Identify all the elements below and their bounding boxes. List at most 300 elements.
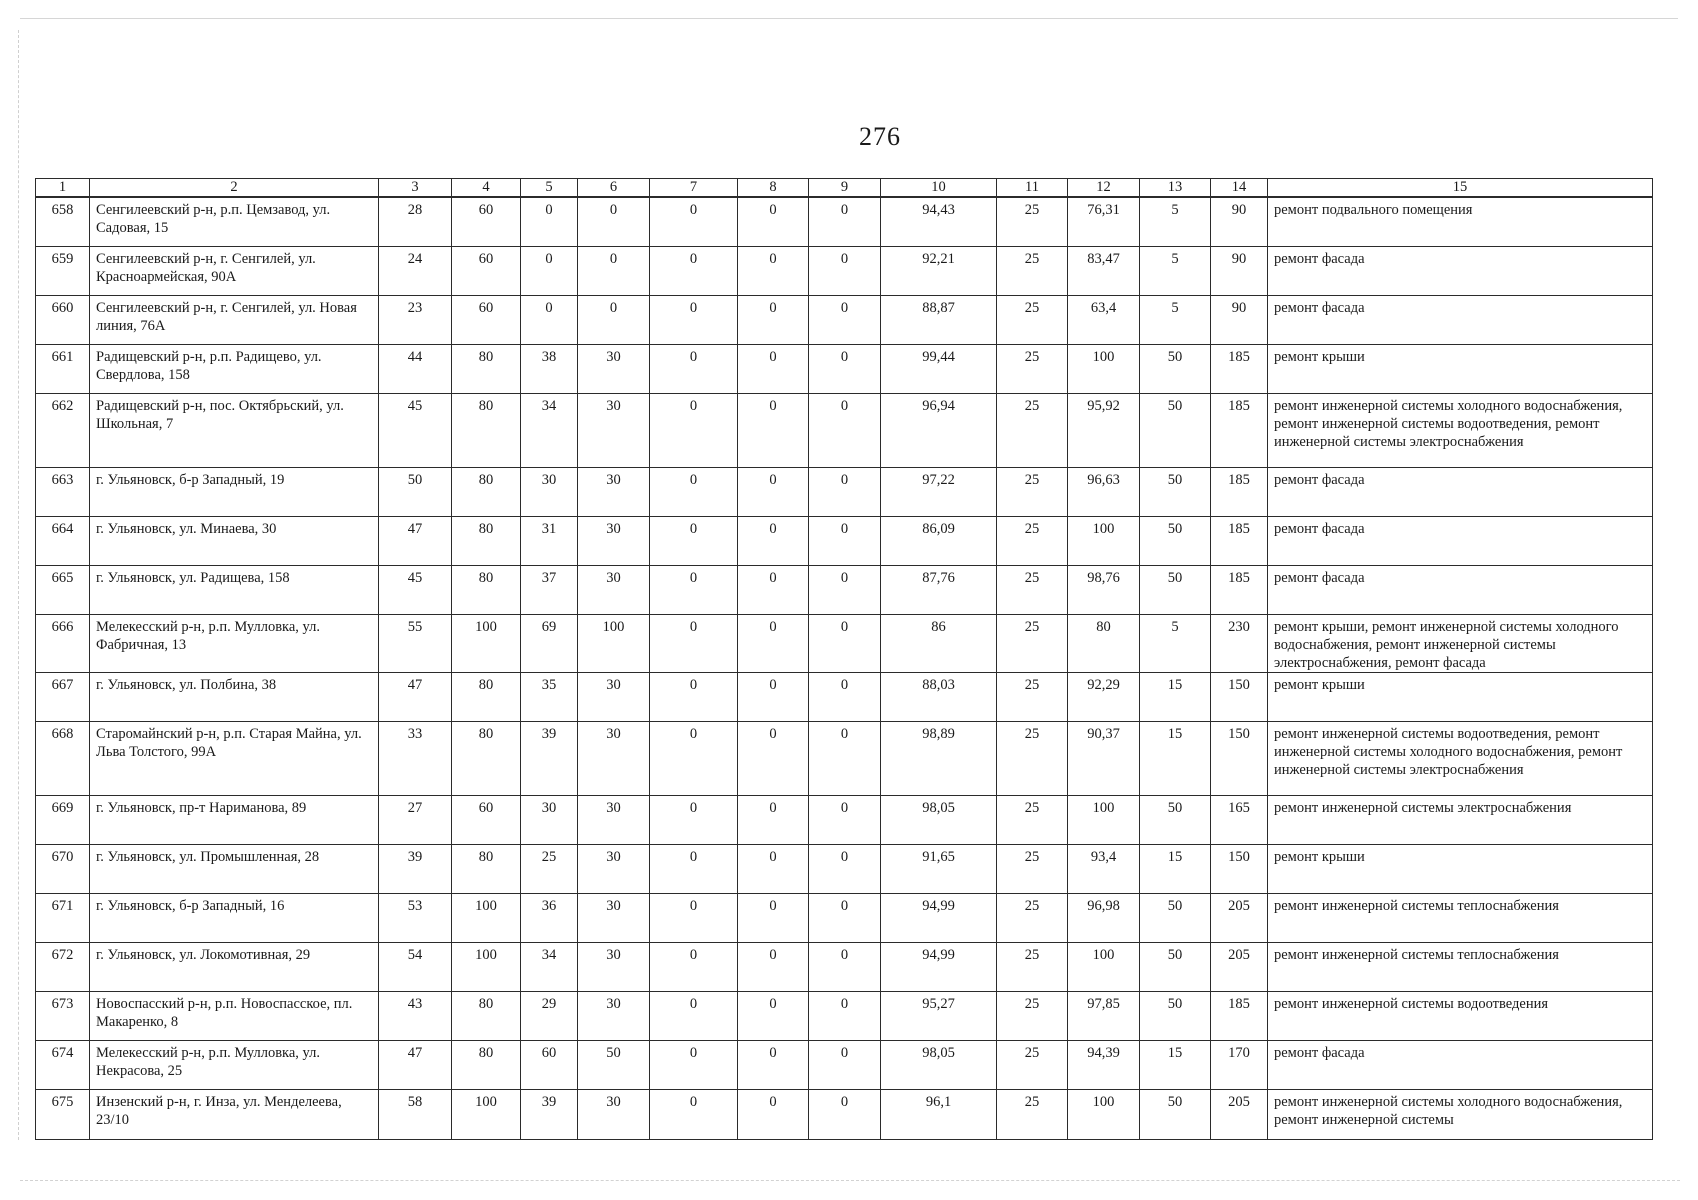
col-7-value: 0	[650, 516, 738, 565]
col-10-value: 94,99	[881, 942, 997, 991]
col-13-value: 5	[1140, 614, 1211, 672]
col-9-value: 0	[809, 565, 881, 614]
col-13-value: 50	[1140, 565, 1211, 614]
column-header-3: 3	[379, 179, 452, 198]
col-6-value: 30	[578, 467, 650, 516]
address: г. Ульяновск, ул. Локомотивная, 29	[90, 942, 379, 991]
col-12-value: 95,92	[1068, 393, 1140, 467]
address: Сенгилеевский р-н, г. Сенгилей, ул. Красноармейская, 90А	[90, 246, 379, 295]
col-10-value: 91,65	[881, 844, 997, 893]
col-9-value: 0	[809, 344, 881, 393]
work-description: ремонт крыши	[1268, 344, 1653, 393]
column-header-10: 10	[881, 179, 997, 198]
col-12-value: 96,63	[1068, 467, 1140, 516]
col-9-value: 0	[809, 393, 881, 467]
row-number: 663	[36, 467, 90, 516]
col-11-value: 25	[997, 344, 1068, 393]
address: Инзенский р-н, г. Инза, ул. Менделеева, 23/10	[90, 1089, 379, 1139]
col-3-value: 44	[379, 344, 452, 393]
col-8-value: 0	[738, 795, 809, 844]
address: Мелекесский р-н, р.п. Мулловка, ул. Фабричная, 13	[90, 614, 379, 672]
table-row	[36, 1089, 1653, 1139]
col-7-value: 0	[650, 197, 738, 246]
col-11-value: 25	[997, 295, 1068, 344]
col-9-value: 0	[809, 721, 881, 795]
address: г. Ульяновск, ул. Промышленная, 28	[90, 844, 379, 893]
col-7-value: 0	[650, 565, 738, 614]
table-row	[36, 942, 1653, 991]
address: Радищевский р-н, р.п. Радищево, ул. Свердлова, 158	[90, 344, 379, 393]
row-number: 661	[36, 344, 90, 393]
column-header-4: 4	[452, 179, 521, 198]
work-description: ремонт инженерной системы теплоснабжения	[1268, 942, 1653, 991]
col-6-value: 0	[578, 295, 650, 344]
work-description: ремонт подвального помещения	[1268, 197, 1653, 246]
col-8-value: 0	[738, 246, 809, 295]
column-header-13: 13	[1140, 179, 1211, 198]
col-13-value: 50	[1140, 942, 1211, 991]
col-13-value: 5	[1140, 197, 1211, 246]
col-14-value: 185	[1211, 565, 1268, 614]
col-14-value: 165	[1211, 795, 1268, 844]
col-14-value: 185	[1211, 344, 1268, 393]
col-9-value: 0	[809, 991, 881, 1040]
col-12-value: 100	[1068, 344, 1140, 393]
col-9-value: 0	[809, 246, 881, 295]
col-6-value: 30	[578, 795, 650, 844]
table-header	[36, 179, 1653, 198]
col-14-value: 185	[1211, 393, 1268, 467]
col-9-value: 0	[809, 1040, 881, 1089]
col-3-value: 39	[379, 844, 452, 893]
address: г. Ульяновск, ул. Радищева, 158	[90, 565, 379, 614]
table-row	[36, 795, 1653, 844]
col-11-value: 25	[997, 991, 1068, 1040]
col-7-value: 0	[650, 1089, 738, 1139]
col-10-value: 98,05	[881, 1040, 997, 1089]
col-14-value: 230	[1211, 614, 1268, 672]
col-8-value: 0	[738, 721, 809, 795]
table-row	[36, 672, 1653, 721]
row-number: 666	[36, 614, 90, 672]
col-9-value: 0	[809, 893, 881, 942]
col-12-value: 100	[1068, 1089, 1140, 1139]
col-7-value: 0	[650, 295, 738, 344]
col-4-value: 100	[452, 1089, 521, 1139]
col-7-value: 0	[650, 614, 738, 672]
col-5-value: 35	[521, 672, 578, 721]
col-6-value: 30	[578, 893, 650, 942]
table-row	[36, 1040, 1653, 1089]
col-3-value: 33	[379, 721, 452, 795]
col-12-value: 100	[1068, 795, 1140, 844]
table-body	[36, 197, 1653, 1139]
col-8-value: 0	[738, 393, 809, 467]
col-13-value: 50	[1140, 344, 1211, 393]
col-7-value: 0	[650, 1040, 738, 1089]
col-7-value: 0	[650, 467, 738, 516]
row-number: 672	[36, 942, 90, 991]
work-description: ремонт фасада	[1268, 467, 1653, 516]
col-3-value: 58	[379, 1089, 452, 1139]
col-13-value: 50	[1140, 467, 1211, 516]
row-number: 668	[36, 721, 90, 795]
col-13-value: 15	[1140, 1040, 1211, 1089]
col-5-value: 0	[521, 246, 578, 295]
header-row	[36, 179, 1653, 198]
col-4-value: 60	[452, 795, 521, 844]
col-14-value: 205	[1211, 942, 1268, 991]
col-10-value: 96,1	[881, 1089, 997, 1139]
col-6-value: 30	[578, 942, 650, 991]
col-6-value: 50	[578, 1040, 650, 1089]
col-11-value: 25	[997, 467, 1068, 516]
col-3-value: 50	[379, 467, 452, 516]
col-3-value: 55	[379, 614, 452, 672]
col-14-value: 90	[1211, 246, 1268, 295]
work-description: ремонт фасада	[1268, 516, 1653, 565]
col-7-value: 0	[650, 672, 738, 721]
col-4-value: 80	[452, 1040, 521, 1089]
row-number: 675	[36, 1089, 90, 1139]
col-7-value: 0	[650, 721, 738, 795]
col-3-value: 47	[379, 516, 452, 565]
col-13-value: 15	[1140, 672, 1211, 721]
col-14-value: 150	[1211, 672, 1268, 721]
col-10-value: 96,94	[881, 393, 997, 467]
table-row	[36, 614, 1653, 672]
col-5-value: 36	[521, 893, 578, 942]
work-description: ремонт крыши	[1268, 672, 1653, 721]
column-header-12: 12	[1068, 179, 1140, 198]
col-8-value: 0	[738, 942, 809, 991]
work-description: ремонт крыши, ремонт инженерной системы холодного водоснабжения, ремонт инженерной системы электроснабжения, ремонт фасада	[1268, 614, 1653, 672]
col-11-value: 25	[997, 1089, 1068, 1139]
col-8-value: 0	[738, 844, 809, 893]
col-14-value: 150	[1211, 844, 1268, 893]
address: Старомайнский р-н, р.п. Старая Майна, ул. Льва Толстого, 99А	[90, 721, 379, 795]
col-4-value: 100	[452, 942, 521, 991]
col-6-value: 0	[578, 246, 650, 295]
col-4-value: 80	[452, 721, 521, 795]
col-4-value: 80	[452, 991, 521, 1040]
col-10-value: 97,22	[881, 467, 997, 516]
col-6-value: 0	[578, 197, 650, 246]
col-10-value: 95,27	[881, 991, 997, 1040]
col-9-value: 0	[809, 1089, 881, 1139]
register-table	[35, 178, 1653, 1140]
column-header-2: 2	[90, 179, 379, 198]
col-13-value: 5	[1140, 246, 1211, 295]
work-description: ремонт фасада	[1268, 1040, 1653, 1089]
work-description: ремонт инженерной системы теплоснабжения	[1268, 893, 1653, 942]
row-number: 664	[36, 516, 90, 565]
col-8-value: 0	[738, 467, 809, 516]
col-9-value: 0	[809, 844, 881, 893]
col-9-value: 0	[809, 295, 881, 344]
row-number: 671	[36, 893, 90, 942]
col-5-value: 34	[521, 942, 578, 991]
col-4-value: 60	[452, 197, 521, 246]
address: Радищевский р-н, пос. Октябрьский, ул. Школьная, 7	[90, 393, 379, 467]
col-12-value: 80	[1068, 614, 1140, 672]
col-6-value: 30	[578, 721, 650, 795]
row-number: 673	[36, 991, 90, 1040]
col-12-value: 76,31	[1068, 197, 1140, 246]
column-header-11: 11	[997, 179, 1068, 198]
col-13-value: 50	[1140, 1089, 1211, 1139]
col-8-value: 0	[738, 672, 809, 721]
col-4-value: 80	[452, 344, 521, 393]
col-3-value: 28	[379, 197, 452, 246]
col-5-value: 60	[521, 1040, 578, 1089]
column-header-8: 8	[738, 179, 809, 198]
col-11-value: 25	[997, 565, 1068, 614]
address: Сенгилеевский р-н, р.п. Цемзавод, ул. Садовая, 15	[90, 197, 379, 246]
col-4-value: 80	[452, 393, 521, 467]
col-7-value: 0	[650, 991, 738, 1040]
column-header-1: 1	[36, 179, 90, 198]
col-12-value: 83,47	[1068, 246, 1140, 295]
col-9-value: 0	[809, 672, 881, 721]
col-7-value: 0	[650, 942, 738, 991]
col-11-value: 25	[997, 246, 1068, 295]
col-11-value: 25	[997, 942, 1068, 991]
table-row	[36, 991, 1653, 1040]
col-10-value: 88,03	[881, 672, 997, 721]
col-12-value: 100	[1068, 516, 1140, 565]
col-8-value: 0	[738, 295, 809, 344]
col-4-value: 80	[452, 672, 521, 721]
col-9-value: 0	[809, 516, 881, 565]
table-row	[36, 393, 1653, 467]
col-6-value: 30	[578, 991, 650, 1040]
col-13-value: 50	[1140, 893, 1211, 942]
col-3-value: 45	[379, 565, 452, 614]
col-11-value: 25	[997, 516, 1068, 565]
col-14-value: 205	[1211, 893, 1268, 942]
address: Новоспасский р-н, р.п. Новоспасское, пл. Макаренко, 8	[90, 991, 379, 1040]
col-11-value: 25	[997, 393, 1068, 467]
scan-edge-left	[18, 30, 19, 1140]
col-10-value: 86,09	[881, 516, 997, 565]
column-header-15: 15	[1268, 179, 1653, 198]
col-5-value: 34	[521, 393, 578, 467]
column-header-7: 7	[650, 179, 738, 198]
col-14-value: 185	[1211, 991, 1268, 1040]
col-14-value: 185	[1211, 467, 1268, 516]
col-6-value: 30	[578, 344, 650, 393]
row-number: 662	[36, 393, 90, 467]
col-14-value: 185	[1211, 516, 1268, 565]
row-number: 665	[36, 565, 90, 614]
col-14-value: 90	[1211, 295, 1268, 344]
col-7-value: 0	[650, 844, 738, 893]
col-12-value: 90,37	[1068, 721, 1140, 795]
col-14-value: 90	[1211, 197, 1268, 246]
row-number: 658	[36, 197, 90, 246]
col-13-value: 50	[1140, 516, 1211, 565]
col-11-value: 25	[997, 1040, 1068, 1089]
column-header-5: 5	[521, 179, 578, 198]
col-12-value: 98,76	[1068, 565, 1140, 614]
col-4-value: 100	[452, 614, 521, 672]
col-3-value: 47	[379, 1040, 452, 1089]
col-12-value: 96,98	[1068, 893, 1140, 942]
table-row	[36, 295, 1653, 344]
col-9-value: 0	[809, 467, 881, 516]
col-5-value: 0	[521, 295, 578, 344]
work-description: ремонт инженерной системы холодного водоснабжения, ремонт инженерной системы водоотведения, ремонт инженерной системы электроснабжения	[1268, 393, 1653, 467]
address: г. Ульяновск, ул. Минаева, 30	[90, 516, 379, 565]
scan-edge-bottom	[20, 1180, 1680, 1181]
col-5-value: 37	[521, 565, 578, 614]
col-12-value: 97,85	[1068, 991, 1140, 1040]
col-6-value: 30	[578, 844, 650, 893]
col-3-value: 27	[379, 795, 452, 844]
col-5-value: 30	[521, 795, 578, 844]
row-number: 669	[36, 795, 90, 844]
col-8-value: 0	[738, 565, 809, 614]
col-11-value: 25	[997, 795, 1068, 844]
col-3-value: 23	[379, 295, 452, 344]
col-13-value: 15	[1140, 721, 1211, 795]
col-11-value: 25	[997, 614, 1068, 672]
col-6-value: 30	[578, 565, 650, 614]
work-description: ремонт инженерной системы водоотведения	[1268, 991, 1653, 1040]
col-13-value: 50	[1140, 393, 1211, 467]
col-11-value: 25	[997, 672, 1068, 721]
col-10-value: 94,43	[881, 197, 997, 246]
col-5-value: 39	[521, 721, 578, 795]
col-7-value: 0	[650, 393, 738, 467]
col-6-value: 30	[578, 1089, 650, 1139]
col-12-value: 92,29	[1068, 672, 1140, 721]
col-6-value: 30	[578, 393, 650, 467]
col-4-value: 80	[452, 565, 521, 614]
table-row	[36, 893, 1653, 942]
col-7-value: 0	[650, 893, 738, 942]
address: г. Ульяновск, б-р Западный, 19	[90, 467, 379, 516]
col-12-value: 63,4	[1068, 295, 1140, 344]
col-10-value: 98,05	[881, 795, 997, 844]
table-row	[36, 344, 1653, 393]
col-9-value: 0	[809, 942, 881, 991]
col-10-value: 98,89	[881, 721, 997, 795]
col-3-value: 43	[379, 991, 452, 1040]
col-12-value: 93,4	[1068, 844, 1140, 893]
col-12-value: 94,39	[1068, 1040, 1140, 1089]
address: г. Ульяновск, б-р Западный, 16	[90, 893, 379, 942]
table-row	[36, 516, 1653, 565]
col-5-value: 31	[521, 516, 578, 565]
column-header-9: 9	[809, 179, 881, 198]
work-description: ремонт фасада	[1268, 295, 1653, 344]
col-4-value: 60	[452, 246, 521, 295]
col-9-value: 0	[809, 197, 881, 246]
col-11-value: 25	[997, 197, 1068, 246]
col-14-value: 170	[1211, 1040, 1268, 1089]
col-13-value: 50	[1140, 991, 1211, 1040]
row-number: 674	[36, 1040, 90, 1089]
table-row	[36, 246, 1653, 295]
col-8-value: 0	[738, 893, 809, 942]
col-5-value: 38	[521, 344, 578, 393]
col-10-value: 92,21	[881, 246, 997, 295]
col-3-value: 53	[379, 893, 452, 942]
col-4-value: 80	[452, 516, 521, 565]
row-number: 670	[36, 844, 90, 893]
col-5-value: 30	[521, 467, 578, 516]
col-7-value: 0	[650, 795, 738, 844]
col-13-value: 50	[1140, 795, 1211, 844]
col-8-value: 0	[738, 1089, 809, 1139]
work-description: ремонт крыши	[1268, 844, 1653, 893]
col-5-value: 29	[521, 991, 578, 1040]
col-3-value: 54	[379, 942, 452, 991]
col-8-value: 0	[738, 197, 809, 246]
table-row	[36, 467, 1653, 516]
scan-edge-top	[20, 18, 1678, 19]
col-4-value: 80	[452, 467, 521, 516]
address: г. Ульяновск, ул. Полбина, 38	[90, 672, 379, 721]
col-13-value: 5	[1140, 295, 1211, 344]
col-10-value: 94,99	[881, 893, 997, 942]
col-3-value: 24	[379, 246, 452, 295]
col-5-value: 39	[521, 1089, 578, 1139]
row-number: 659	[36, 246, 90, 295]
work-description: ремонт фасада	[1268, 565, 1653, 614]
col-9-value: 0	[809, 614, 881, 672]
col-7-value: 0	[650, 246, 738, 295]
col-6-value: 30	[578, 516, 650, 565]
col-10-value: 99,44	[881, 344, 997, 393]
col-6-value: 30	[578, 672, 650, 721]
address: г. Ульяновск, пр-т Нариманова, 89	[90, 795, 379, 844]
column-header-14: 14	[1211, 179, 1268, 198]
page-number: 276	[859, 122, 901, 151]
table-row	[36, 197, 1653, 246]
col-13-value: 15	[1140, 844, 1211, 893]
col-5-value: 69	[521, 614, 578, 672]
col-10-value: 88,87	[881, 295, 997, 344]
col-6-value: 100	[578, 614, 650, 672]
col-8-value: 0	[738, 516, 809, 565]
work-description: ремонт инженерной системы холодного водоснабжения, ремонт инженерной системы	[1268, 1089, 1653, 1139]
col-7-value: 0	[650, 344, 738, 393]
col-11-value: 25	[997, 844, 1068, 893]
work-description: ремонт фасада	[1268, 246, 1653, 295]
work-description: ремонт инженерной системы водоотведения, ремонт инженерной системы холодного водоснабжения, ремонт инженерной системы электроснабжения	[1268, 721, 1653, 795]
col-11-value: 25	[997, 721, 1068, 795]
col-8-value: 0	[738, 614, 809, 672]
table-row	[36, 565, 1653, 614]
col-8-value: 0	[738, 344, 809, 393]
col-5-value: 0	[521, 197, 578, 246]
address: Мелекесский р-н, р.п. Мулловка, ул. Некрасова, 25	[90, 1040, 379, 1089]
address: Сенгилеевский р-н, г. Сенгилей, ул. Новая линия, 76А	[90, 295, 379, 344]
table-row	[36, 721, 1653, 795]
col-12-value: 100	[1068, 942, 1140, 991]
col-4-value: 100	[452, 893, 521, 942]
column-header-6: 6	[578, 179, 650, 198]
col-10-value: 86	[881, 614, 997, 672]
col-3-value: 47	[379, 672, 452, 721]
col-14-value: 150	[1211, 721, 1268, 795]
row-number: 660	[36, 295, 90, 344]
col-10-value: 87,76	[881, 565, 997, 614]
table-row	[36, 844, 1653, 893]
